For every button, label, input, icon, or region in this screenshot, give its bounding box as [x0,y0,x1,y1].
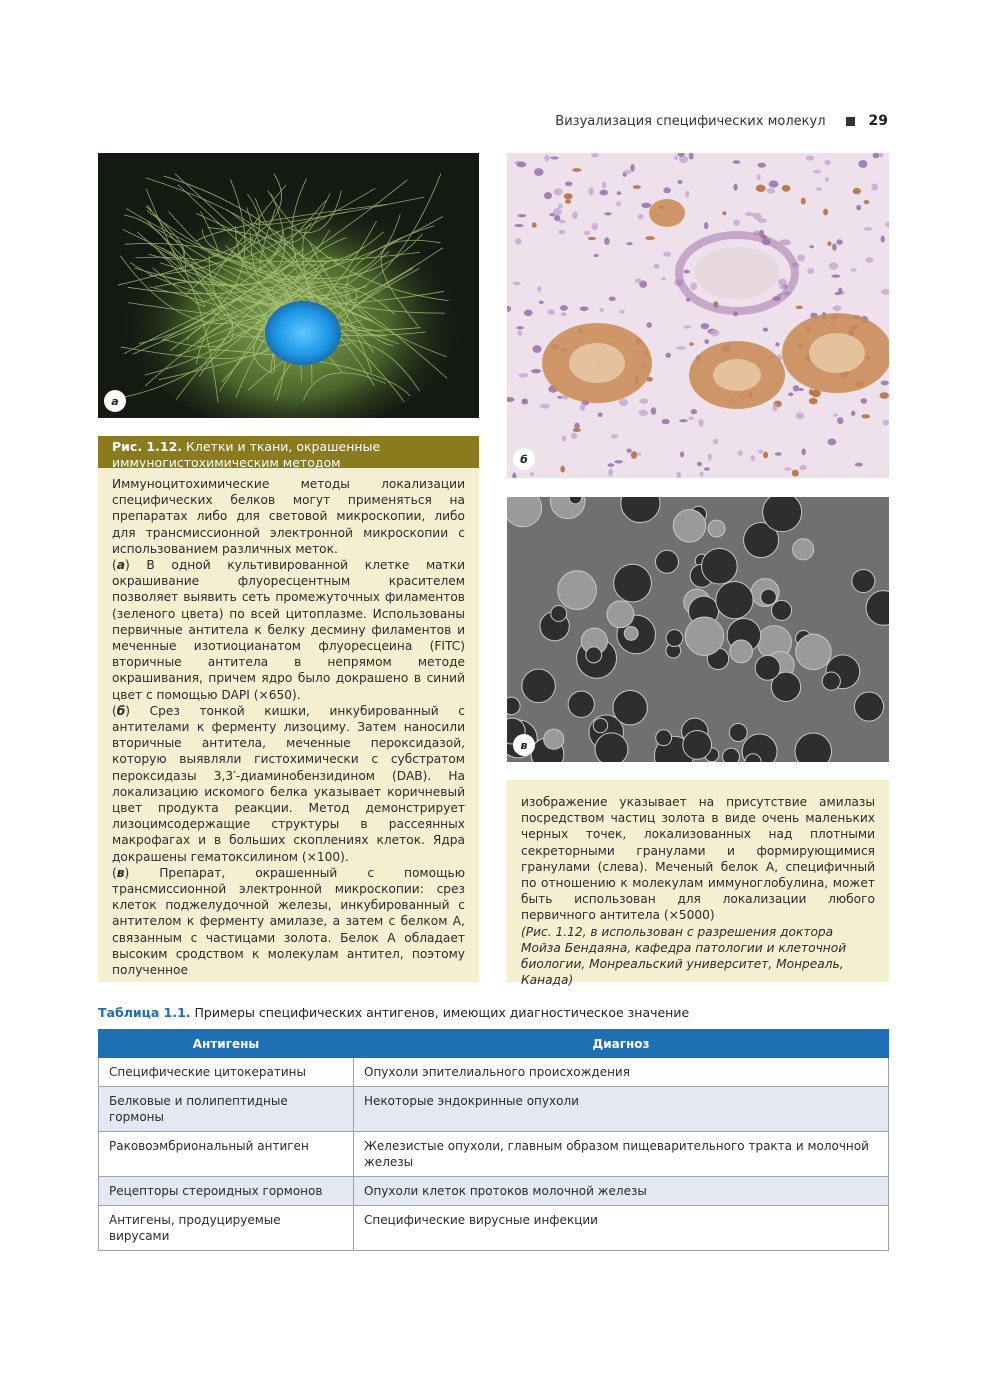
figure-c-label: в [513,734,535,756]
page-number: 29 [868,113,888,129]
caption-part-a-text: В одной культивированной клетке матки окрашивание флуоресцентным красителем позволяет выявить сеть промежуточных филаментов (зеленого цвета) по всей цитоплазме. Использованы первичные антитела к белку десмину филаментов и меченные изотиоцианатом флуоресцеина (FITC) вторичные антитела в непрямом методе окрашивания, причем ядро было докрашено в синий цвет с помощью DAPI (×650). [112,558,465,702]
table-title-number: Таблица 1.1. [98,1005,191,1020]
running-head-title: Визуализация специфических молекул [555,113,826,129]
figure-a-fluorescent-cell [98,153,479,418]
table-cell-diagnosis: Некоторые эндокринные опухоли [354,1087,889,1132]
table-cell-antigen: Раковоэмбриональный антиген [99,1132,354,1177]
table-cell-antigen: Белковые и полипептидные гормоны [99,1087,354,1132]
figure-caption-continued [507,780,889,988]
caption-marker-c: в [116,865,125,880]
figure-a-label: а [104,390,126,412]
tissue-section-image [507,153,889,478]
figure-b-label: б [513,448,535,470]
caption-marker-a: а [116,558,125,573]
caption-part-c-text: Препарат, окрашенный с помощью трансмиссионной электронной микроскопии: срез клеток поджелудочной железы, инкубированный с антителом к ферменту амилазе, а затем с белком А, связанным с частицами золота. Белок А обладает высоким сродством к молекулам антител, поэтому полученное [112,865,465,978]
table-row [99,1177,889,1206]
table-row [99,1132,889,1177]
table-cell-diagnosis: Железистые опухоли, главным образом пищеварительного тракта и молочной железы [354,1132,889,1177]
electron-micrograph-image [507,497,889,762]
caption-marker-b: б [116,703,126,718]
caption-title-text: Клетки и ткани, окрашенные иммуногистохимическим методом [112,439,381,470]
antigens-table [98,1029,889,1251]
table-cell-antigen: Специфические цитокератины [99,1058,354,1087]
figure-c-electron-micrograph [507,497,889,762]
caption-part-b: (б) Срез тонкой кишки, инкубированный с антителами к ферменту лизоциму. Затем наносили вторичные антитела, меченные пероксидазой, которую выявляли гистохимически с субстратом пероксидазы 3,3′-диаминобензидином (DAB). На локализацию искомого белка указывает коричневый цвет продукта реакции. Метод демонстрирует лизоцимсодержащие структуры в рассеянных макрофагах и в больших скоплениях клеток. Ядра докрашены гематоксилином (×100). [112,703,465,864]
caption-part-b-text: Срез тонкой кишки, инкубированный с антителами к ферменту лизоциму. Затем наносили вторичные антитела, меченные пероксидазой, которую выявляли гистохимически с субстратом пероксидазы 3,3′-диаминобензидином (DAB). На локализацию искомого белка указывает коричневый цвет продукта реакции. Метод демонстрирует лизоцимсодержащие структуры в рассеянных макрофагах и в больших скоплениях клеток. Ядра докрашены гематоксилином (×100). [112,703,465,864]
caption-part-a: (а) В одной культивированной клетке матки окрашивание флуоресцентным красителем позволяет выявить сеть промежуточных филаментов (зеленого цвета) по всей цитоплазме. Использованы первичные антитела к белку десмину филаментов и меченные изотиоцианатом флуоресцеина (FITC) вторичные антитела в непрямом методе окрашивания, причем ядро было докрашено в синий цвет с помощью DAPI (×650). [112,558,465,702]
table-cell-diagnosis: Специфические вирусные инфекции [354,1206,889,1251]
caption-part-c: (в) Препарат, окрашенный с помощью трансмиссионной электронной микроскопии: срез клеток поджелудочной железы, инкубированный с антителом к ферменту амилазе, а затем с белком А, связанным с частицами золота. Белок А обладает высоким сродством к молекулам антител, поэтому полученное [112,865,465,978]
fluorescent-cell-image [98,153,479,418]
running-head-square-icon [846,117,855,126]
table-header-row [99,1030,889,1058]
table-cell-diagnosis: Опухоли клеток протоков молочной железы [354,1177,889,1206]
caption-continued-body [507,780,889,988]
figure-b-tissue-section [507,153,889,478]
caption-continued-text: изображение указывает на присутствие амилазы посредством частиц золота в виде очень маленьких черных точек, локализованных над плотными секреторными гранулами и формирующимися гранулами (слева). Меченый белок А, специфичный по отношению к молекулам иммуноглобулина, может быть использован для локализации любого первичного антитела (×5000) [521,795,875,923]
table-row [99,1087,889,1132]
table-cell-antigen: Рецепторы стероидных гормонов [99,1177,354,1206]
caption-body [98,468,479,978]
table-header-diagnosis: Диагноз [354,1030,889,1058]
caption-credit: (Рис. 1.12, в использован с разрешения доктора Мойза Бендаяна, кафедра патологии и клеточной биологии, Монреальский университет, Монреаль, Канада) [521,924,847,988]
table-cell-diagnosis: Опухоли эпителиального происхождения [354,1058,889,1087]
table-row [99,1058,889,1087]
caption-intro: Иммуноцитохимические методы локализации специфических белков могут применяться на препаратах либо для световой микроскопии, либо для трансмиссионной электронной микроскопии с использованием различных меток. [112,477,465,556]
figure-caption [98,436,479,982]
table-row [99,1206,889,1251]
table-cell-antigen: Антигены, продуцируемые вирусами [99,1206,354,1251]
table-title-text: Примеры специфических антигенов, имеющих диагностическое значение [190,1005,690,1020]
caption-title [98,436,479,468]
caption-title-number: Рис. 1.12. [112,439,183,454]
table-title [98,1005,689,1020]
running-head [555,113,888,129]
table-header-antigens: Антигены [99,1030,354,1058]
